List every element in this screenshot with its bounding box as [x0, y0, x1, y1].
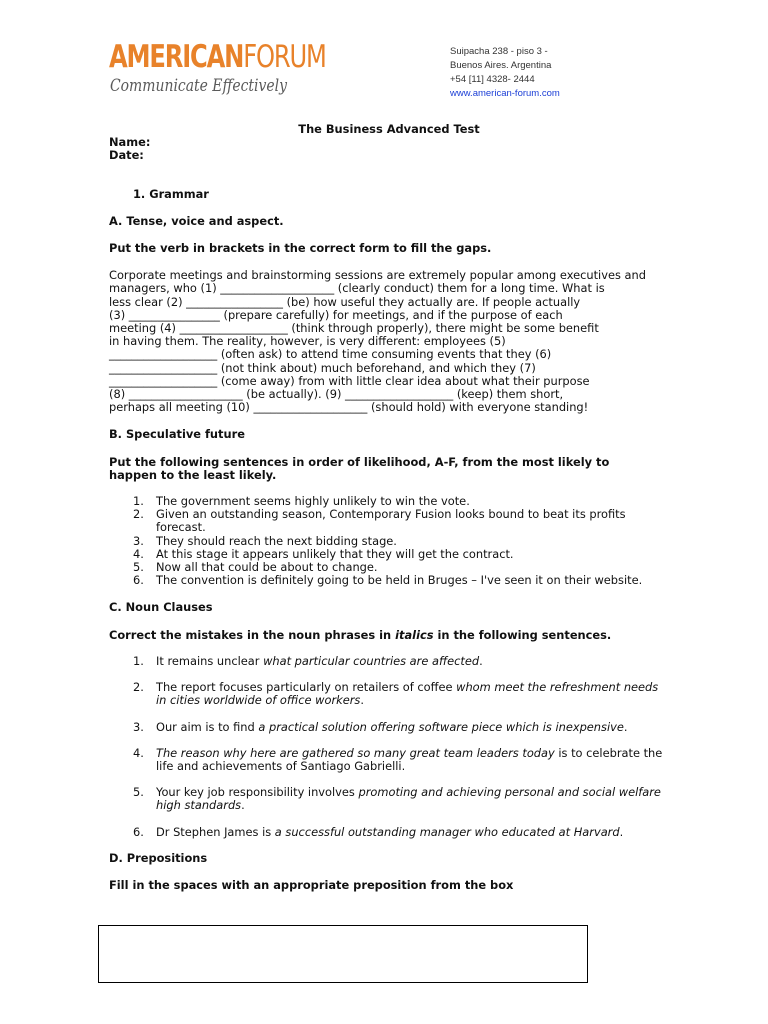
item-italic-text: what particular countries are affected: [263, 653, 480, 668]
list-item: [109, 681, 669, 707]
list-item: [109, 655, 669, 668]
part-d-instruction: Fill in the spaces with an appropriate preposition from the box: [109, 877, 514, 892]
passage-line: managers, who (1) ____________________ (clearly conduct) them for a long time. What is: [109, 281, 605, 296]
part-b-heading: B. Speculative future: [109, 427, 245, 442]
item-text: Your key job responsibility involves: [156, 785, 359, 800]
passage-line: ___________________ (come away) from with little clear idea about what their purpose: [109, 373, 590, 388]
item-italic-text: whom meet the refreshment needs in cities worldwide of office workers: [156, 680, 659, 708]
item-text: Now all that could be about to change.: [156, 560, 378, 575]
item-number: 4.: [133, 745, 144, 760]
item-number: 4.: [133, 546, 144, 561]
item-number: 6.: [133, 824, 144, 839]
part-a-heading: A. Tense, voice and aspect.: [109, 213, 284, 228]
item-italic-text: The reason why here are gathered so many great team leaders today: [156, 745, 555, 760]
passage-line: (8) ____________________ (be actually). (9) ___________________ (keep) them short,: [109, 387, 564, 402]
list-item: [109, 747, 669, 773]
name-label: Name:: [109, 135, 151, 150]
test-title: The Business Advanced Test: [298, 122, 480, 136]
passage-line: (3) ________________ (prepare carefully) for meetings, and if the purpose of each: [109, 307, 563, 322]
item-text: It remains unclear: [156, 653, 264, 668]
item-text: Dr Stephen James is: [156, 824, 275, 839]
item-number: 5.: [133, 785, 144, 800]
passage-line: in having them. The reality, however, is very different: employees (5): [109, 334, 506, 349]
logo-forum-text: FORUM: [243, 39, 326, 75]
item-number: 3.: [133, 533, 144, 548]
address-block: [450, 45, 560, 101]
passage-line: less clear (2) _________________ (be) how useful they actually are. If people actually: [109, 294, 581, 309]
list-item: [109, 508, 669, 534]
logo-american-text: AMERICAN: [109, 39, 244, 75]
item-number: 5.: [133, 560, 144, 575]
item-text: They should reach the next bidding stage.: [156, 533, 397, 548]
item-number: 3.: [133, 719, 144, 734]
item-italic-text: a practical solution offering software piece which is inexpensive: [258, 719, 624, 734]
likelihood-list: [109, 495, 669, 587]
test-document: [109, 123, 669, 892]
list-item: [109, 826, 669, 839]
item-text: .: [360, 693, 364, 708]
item-italic-text: a successful outstanding manager who educated at Harvard: [274, 824, 620, 839]
part-c-instruction: [109, 629, 669, 642]
instruction-text: Correct the mistakes in the noun phrases in: [109, 627, 396, 642]
item-text: The convention is definitely going to be held in Bruges – I've seen it on their website.: [156, 573, 643, 588]
item-text: The government seems highly unlikely to win the vote.: [156, 494, 470, 509]
noun-clauses-list: [109, 655, 669, 839]
item-text: .: [623, 719, 628, 734]
item-text: At this stage it appears unlikely that they will get the contract.: [156, 546, 514, 561]
item-text: Given an outstanding season, Contemporary Fusion looks bound to beat its profits forecast.: [156, 507, 626, 535]
address-line-1: Suipacha 238 - piso 3 -: [450, 46, 548, 57]
item-number: 2.: [133, 680, 144, 695]
item-text: The report focuses particularly on retailers of coffee: [156, 680, 457, 695]
part-c-heading: C. Noun Clauses: [109, 600, 213, 615]
logo: [109, 40, 326, 74]
section-grammar: 1. Grammar: [133, 186, 209, 201]
passage-line: ___________________ (often ask) to attend time consuming events that they (6): [109, 347, 552, 362]
item-number: 6.: [133, 573, 144, 588]
passage-line: perhaps all meeting (10) ____________________ (should hold) with everyone standing!: [109, 400, 589, 415]
part-b-instruction: [109, 456, 669, 482]
website-link[interactable]: www.american-forum.com: [450, 88, 560, 99]
passage-line: ___________________ (not think about) much beforehand, and which they (7): [109, 360, 536, 375]
passage-line: Corporate meetings and brainstorming sessions are extremely popular among executives and: [109, 268, 646, 283]
item-italic-text: promoting and achieving personal and social welfare high standards: [156, 785, 661, 813]
preposition-box: [98, 925, 588, 983]
item-text: Our aim is to find: [156, 719, 259, 734]
item-text: .: [619, 824, 624, 839]
part-d-heading: D. Prepositions: [109, 850, 208, 865]
item-number: 1.: [133, 653, 144, 668]
part-b-instruction-line: Put the following sentences in order of likelihood, A-F, from the most likely to: [109, 454, 610, 469]
item-text: .: [479, 653, 483, 668]
instruction-italic-text: italics: [395, 627, 434, 642]
address-line-2: Buenos Aires. Argentina: [450, 60, 552, 71]
date-label: Date:: [109, 148, 144, 163]
list-item: [109, 721, 669, 734]
item-number: 1.: [133, 494, 144, 509]
part-a-passage: [109, 269, 669, 414]
phone-number: +54 [11] 4328- 2444: [450, 74, 535, 85]
passage-line: meeting (4) ___________________ (think through properly), there might be some benefit: [109, 321, 599, 336]
item-number: 2.: [133, 507, 144, 522]
logo-tagline: Communicate Effectively: [110, 76, 287, 96]
item-text: is to celebrate the life and achievements of Santiago Gabrielli.: [156, 745, 663, 773]
instruction-text: in the following sentences.: [433, 627, 612, 642]
part-a-instruction: Put the verb in brackets in the correct form to fill the gaps.: [109, 241, 492, 256]
list-item: [109, 574, 669, 587]
item-text: .: [241, 798, 245, 813]
part-b-instruction-line: happen to the least likely.: [109, 467, 277, 482]
list-item: [109, 786, 669, 812]
